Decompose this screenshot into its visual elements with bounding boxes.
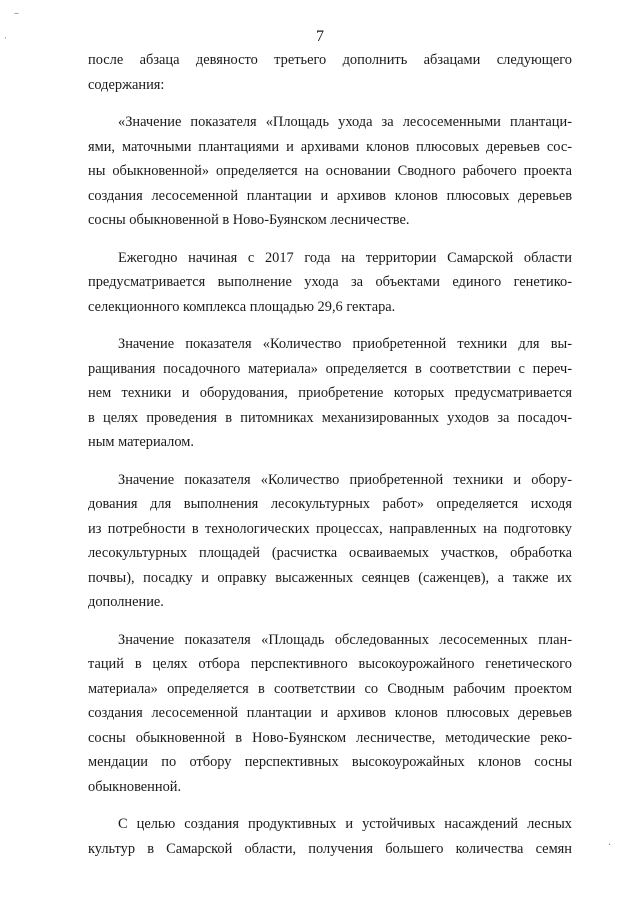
paragraph [88,628,572,800]
text-line: таций в целях отбора перспективного высокоурожайного генетического [88,656,572,672]
paragraph-gap [88,615,572,628]
paragraph [88,246,572,320]
text-line: нем техники и оборудования, приобретение которых предусматривается [88,385,572,401]
document-body [88,48,572,861]
text-line: сосны обыкновенной в Ново-Буянском лесничестве. [88,212,410,228]
paragraph [88,812,572,861]
text-line: Ежегодно начиная с 2017 года на территории Самарской области [118,249,572,266]
paragraph-gap [88,233,572,246]
text-line: предусматривается выполнение ухода за объектами единого генетико- [88,274,572,290]
paragraph-gap [88,319,572,332]
text-line: ным материалом. [88,434,194,450]
text-line: ны обыкновенной» определяется на основании Сводного рабочего проекта [88,163,572,179]
text-line: содержания: [88,76,165,93]
text-line: Значение показателя «Площадь обследованных лесосеменных план- [118,631,572,648]
text-line: в целях проведения в питомниках механизированных уходов за посадоч- [88,409,572,426]
text-line: создания лесосеменной плантации и архивов клонов плюсовых деревьев [88,187,572,204]
text-line: селекционного комплекса площадью 29,6 гектара. [88,298,396,315]
scan-mark: – [14,8,19,19]
text-line: лесокультурных площадей (расчистка осваиваемых участков, обработка [88,545,572,561]
paragraph-gap [88,799,572,812]
paragraph-gap [88,97,572,110]
scan-mark: · [4,34,7,44]
text-line: дования для выполнения лесокультурных работ» определяется исходя [88,496,572,512]
text-line: Значение показателя «Количество приобретенной техники для вы- [118,336,572,352]
paragraph-gap [88,455,572,468]
text-line: ращивания посадочного материала» определяется в соответствии с переч- [88,360,572,377]
text-line: обыкновенной. [88,778,182,795]
paragraph [88,110,572,233]
text-line: из потребности в технологических процессах, направленных на подготовку [88,520,572,537]
scan-mark: · [608,840,612,851]
text-line: мендации по отбору перспективных высокоурожайных клонов сосны [88,754,572,770]
text-line: создания лесосеменной плантации и архивов клонов плюсовых деревьев [88,705,572,721]
page-number: 7 [316,28,324,45]
text-line: сосны обыкновенной в Ново-Буянском лесничестве, методические реко- [88,729,572,746]
text-line: после абзаца девяносто третьего дополнить абзацами следующего [88,52,572,68]
text-line: почвы), посадку и оправку высаженных сеянцев (саженцев), а также их [88,569,572,586]
text-line: «Значение показателя «Площадь ухода за лесосеменными плантаци- [118,114,572,130]
paragraph [88,332,572,455]
text-line: ями, маточными плантациями и архивами клонов плюсовых деревьев сос- [88,138,572,155]
text-line: С целью создания продуктивных и устойчивых насаждений лесных [118,816,572,832]
paragraph [88,48,572,97]
text-line: материала» определяется в соответствии со Сводным рабочим проектом [88,680,572,697]
text-line: культур в Самарской области, получения большего количества семян [88,840,572,857]
text-line: дополнение. [88,594,164,610]
text-line: Значение показателя «Количество приобретенной техники и обору- [118,471,572,488]
paragraph [88,468,572,615]
